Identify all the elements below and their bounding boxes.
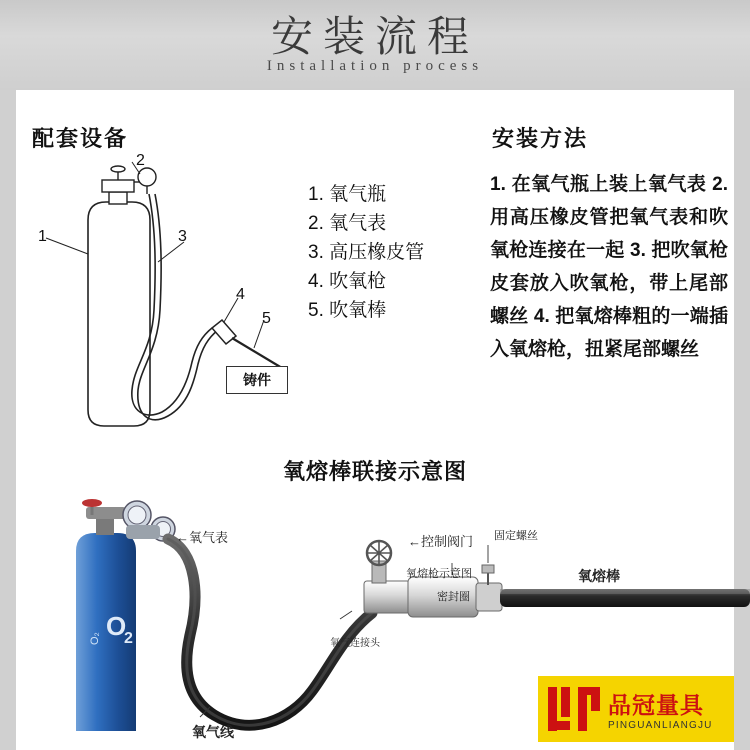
list-item: 5. 吹氧棒 <box>308 300 387 321</box>
logo-brand-cn: 品冠量具 <box>608 693 704 718</box>
svg-text:O: O <box>106 611 127 641</box>
logo-text <box>608 687 713 731</box>
list-item: 4. 吹氧枪 <box>308 271 387 292</box>
page-title: 安装流程 <box>270 15 479 61</box>
callout-3: 3 <box>178 228 187 245</box>
label-oxygen-gauge: ←氧气表 <box>176 530 229 545</box>
equipment-list <box>308 180 424 325</box>
equipment-heading: 配套设备 <box>32 126 129 151</box>
equipment-line-drawing <box>16 150 316 450</box>
page-subtitle: Installation process <box>266 58 484 74</box>
label-torch-schematic: 氧熔枪示意图 <box>406 568 472 580</box>
svg-text:O₂: O₂ <box>89 632 101 645</box>
brand-logo <box>538 676 734 742</box>
label-fixing-screw: 固定螺丝 <box>494 530 538 542</box>
callout-5: 5 <box>262 310 271 327</box>
label-control-valve: ←控制阀门 <box>408 534 474 549</box>
callout-4: 4 <box>236 286 245 303</box>
callout-2: 2 <box>136 152 145 169</box>
list-item: 2. 氧气表 <box>308 213 387 234</box>
installation-instructions: 1. 在氧气瓶上装上氧气表 2. 用高压橡皮管把氧气表和吹氧枪连接在一起 3. 把吹氧枪皮套放入吹氧枪，带上尾部螺丝 4. 把氧熔棒粗的一端插入氧熔枪，扭紧尾部螺丝 <box>490 174 728 360</box>
label-seal-ring: 密封圈 <box>437 591 470 603</box>
method-heading: 安装方法 <box>492 126 589 151</box>
label-oxygen-line: 氧气线 <box>192 724 234 740</box>
svg-text:2: 2 <box>124 630 133 647</box>
callout-1: 1 <box>38 228 47 245</box>
logo-brand-en: PINGUANLIANGJU <box>608 720 713 731</box>
list-item: 3. 高压橡皮管 <box>308 242 425 263</box>
casting-label: 铸件 <box>226 366 288 394</box>
label-oxygen-rod: 氧熔棒 <box>578 568 620 584</box>
logo-mark-icon <box>544 685 604 733</box>
label-oxygen-connector: 氧气连接头 <box>330 638 380 649</box>
page-header <box>0 0 750 90</box>
diagram-heading: 氧熔棒联接示意图 <box>282 459 467 484</box>
list-item: 1. 氧气瓶 <box>308 184 387 205</box>
